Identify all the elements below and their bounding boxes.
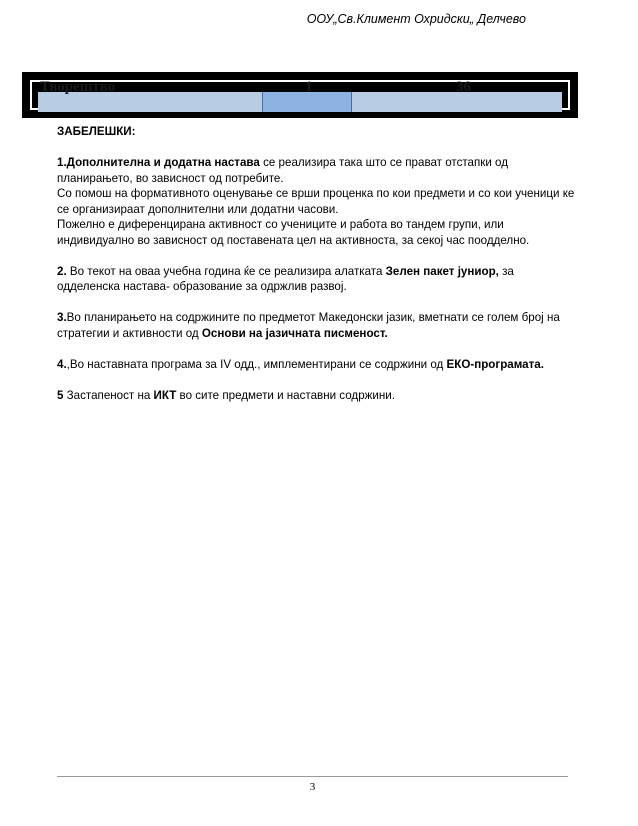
document-header: ООУ„Св.Климент Охридски„ Делчево (306, 12, 526, 26)
footer-divider (57, 776, 568, 777)
table-cell-subject: Творештво (38, 92, 262, 112)
schedule-table (22, 72, 578, 118)
note-1-lead: 1.Дополнителна и додатна настава (57, 156, 260, 169)
note-1-line2: Со помош на формативното оценување се врши проценка по кои предмети и со кои ученици ке се организираат дополнителни или додатни часови. (57, 187, 575, 216)
notes-section (57, 124, 577, 419)
note-2: 2. Во текот на оваа учебна година ќе се реализира алатката Зелен пакет јуниор, за одделенска настава- образование за одржлив развој. (57, 264, 514, 293)
table-cell-hours: 36 (352, 92, 562, 112)
note-1: 1.Дополнителна и додатна настава се реализира така што се прават отстапки од планирањето, во зависност од потребите. Со помош на формативното оценување се врши проценка по кои предмети и со кои ученици ке се организираат дополнителни или додатни часови. Пожелно е диференцирана активност со учениците и работа во тандем групи, или индивидуално во зависност од поставената цел на активноста, за секој час поодделно. (57, 156, 575, 247)
note-5: 5 Застапеност на ИКТ во сите предмети и наставни содржини. (57, 388, 395, 402)
table-row (38, 79, 562, 112)
note-1-line3: Пожелно е диференцирана активност со учениците и работа во тандем групи, или индивидуално во зависност од поставената цел на активноста, за секој час поодделно. (57, 218, 530, 247)
page-number: 3 (309, 781, 316, 793)
note-4: 4.,Во наставната програма за IV одд., имплементирани се содржини од ЕКО-програмата. (57, 357, 544, 371)
table-cell-number: 1 (262, 92, 352, 112)
note-3: 3.Во планирањето на содржините по предметот Македонски јазик, вметнати се голем број на стратегии и активности од Основи на јазичната писменост. (57, 311, 560, 340)
notes-title: ЗАБЕЛЕШКИ: (57, 125, 136, 138)
